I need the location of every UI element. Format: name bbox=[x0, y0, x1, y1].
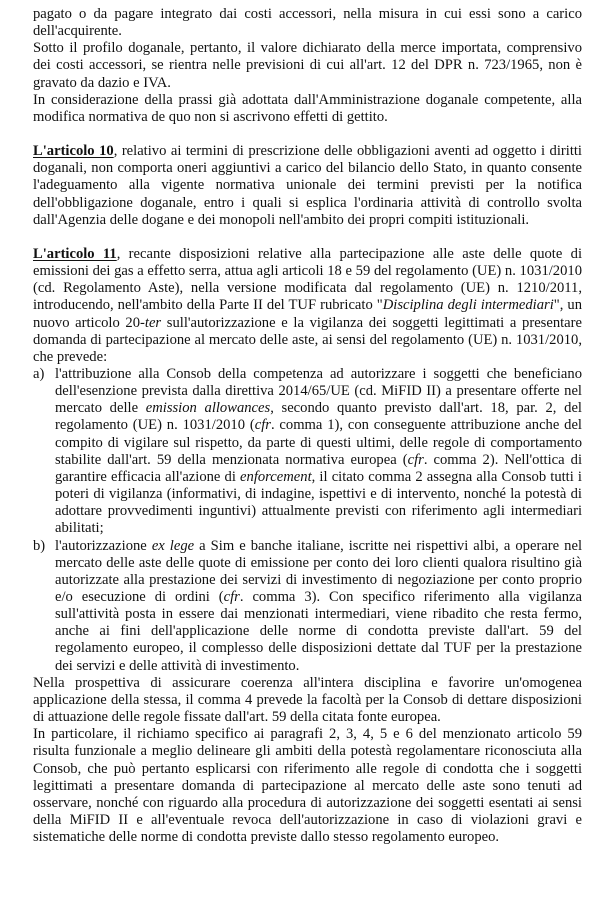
list-item-italic: enforcement bbox=[240, 468, 312, 485]
article-10-heading: L'articolo 10 bbox=[33, 143, 114, 160]
list-item-italic: emission allowances bbox=[145, 400, 271, 417]
list-item-text: l'autorizzazione bbox=[55, 537, 152, 554]
paragraph-gap bbox=[33, 126, 582, 143]
list-item-text: a Sim e banche italiane, iscritte nei rispettivi albi, a operare nel mercato delle aste delle quote di emissione per conto dei loro clienti qualora risultino già autorizzate alla prestazione dei servizi di investimento di negoziazione per conto proprio e/o esecuzione di ordini ( bbox=[55, 537, 582, 605]
paragraph-article-11 bbox=[33, 246, 582, 366]
paragraph-text: Sotto il profilo doganale, pertanto, il valore dichiarato della merce importata, comprensivo dei costi accessori, se rientra nelle previsioni di cui all'art. 12 del DPR n. 723/1965, non è gravato da dazio e IVA. bbox=[33, 40, 582, 91]
paragraph-text: In considerazione della prassi già adottata dall'Amministrazione doganale competente, alla modifica normativa de quo non si ascrivono effetti di gettito. bbox=[33, 91, 582, 125]
list-item-text: , secondo quanto previsto dall'art. 18, par. 2, del regolamento (UE) n. 1031/2010 ( bbox=[55, 400, 582, 434]
article-11-text: , recante disposizioni relative alla partecipazione alle aste delle quote di emissioni dei gas a effetto serra, attua agli articoli 18 e 59 del regolamento (UE) n. 1031/2010 (cd. Regolamento Aste), nella versione modificata dal regolamento (UE) n. 1210/2011, introducendo, nell'ambito della Parte II del TUF rubricato " bbox=[33, 245, 582, 314]
paragraph-gap bbox=[33, 229, 582, 246]
paragraph-intro-2 bbox=[33, 40, 582, 91]
paragraph-outro-2 bbox=[33, 726, 582, 846]
list-item-a bbox=[33, 366, 582, 538]
list-item-italic: ex lege bbox=[151, 537, 195, 554]
paragraph-intro-1 bbox=[33, 6, 582, 40]
paragraph-text: pagato o da pagare integrato dai costi accessori, nella misura in cui essi sono a carico dell'acquirente. bbox=[33, 6, 582, 40]
article-10-text: , relativo ai termini di prescrizione delle obbligazioni aventi ad oggetto i diritti doganali, non comporta oneri aggiuntivi a carico del bilancio dello Stato, in quanto consente l'adeguamento alla vigente normativa unionale dei termini previsti per la notifica dell'obbligazione doganale, entro i quali si esplica l'ordinaria attività di controllo svolta dall'Agenzia delle dogane e dei monopoli nell'ambito dei propri compiti istituzionali. bbox=[33, 143, 582, 228]
article-11-italic: ter bbox=[144, 314, 162, 331]
paragraph-article-10 bbox=[33, 143, 582, 229]
list-item-b bbox=[33, 538, 582, 675]
paragraph-text: In particolare, il richiamo specifico ai paragrafi 2, 3, 4, 5 e 6 del menzionato articolo 59 risulta funzionale a meglio delineare gli ambiti della potestà regolamentare riconosciuta alla Consob, che può pertanto esplicarsi con riferimento alle regole di condotta che i soggetti legittimati a presentare domanda di partecipazione al mercato delle aste sono tenuti ad osservare, nonché con riguardo alla procedura di autorizzazione dei soggetti esentati ai sensi della MiFID II e all'eventuale revoca dell'autorizzazione in caso di violazioni gravi e sistematiche delle norme di condotta previste dallo stesso regolamento europeo. bbox=[33, 726, 582, 846]
list-item-italic: cfr bbox=[407, 451, 424, 468]
paragraph-text: Nella prospettiva di assicurare coerenza all'intera disciplina e favorire un'omogenea applicazione della stessa, il comma 4 prevede la facoltà per la Consob di dettare disposizioni di attuazione delle regole fissate dall'art. 59 della citata fonte europea. bbox=[33, 674, 582, 726]
article-11-text: ", un nuovo articolo 20- bbox=[33, 297, 582, 331]
article-11-text: sull'autorizzazione e la vigilanza dei soggetti legittimati a presentare domanda di partecipazione al mercato delle aste, ai sensi del regolamento (UE) n. 1031/2010, che prevede: bbox=[33, 314, 582, 365]
list-item-text: l'attribuzione alla Consob della competenza ad autorizzare i soggetti che beneficiano dell'esenzione prevista dalla direttiva 2014/65/UE (cd. MiFID II) a presentare offerte nel mercato delle bbox=[55, 365, 582, 417]
paragraph-outro-1 bbox=[33, 675, 582, 726]
list-marker: b) bbox=[33, 537, 46, 554]
article-11-heading: L'articolo 11 bbox=[33, 245, 117, 262]
list-item-text: . comma 2). Nell'ottica di garantire efficacia all'azione di bbox=[55, 451, 582, 485]
list-marker: a) bbox=[33, 365, 45, 382]
list-item-italic: cfr bbox=[254, 417, 271, 434]
list-item-italic: cfr bbox=[223, 589, 240, 605]
list-item-text: . comma 1), con conseguente attribuzione anche del compito di vigilare sul rispetto, da parte di questi ultimi, delle regole di comportamento stabilite dall'art. 59 della menzionata normativa europea ( bbox=[55, 417, 582, 468]
article-11-italic: Disciplina degli intermediari bbox=[382, 297, 554, 314]
list-item-text: . comma 3). Con specifico riferimento alla vigilanza sull'attività posta in essere dai menzionati intermediari, viene ribadito che resta fermo, anche ai fini dell'applicazione delle norme di condotta previste dall'art. 59 del regolamento europeo, il complesso delle disposizioni dettate dal TUF per la prestazione dei servizi e delle attività di investimento. bbox=[55, 589, 582, 674]
list-item-text: , il citato comma 2 assegna alla Consob tutti i poteri di vigilanza (informativi, di indagine, ispettivi e di intervento, nonché la potestà di adottare provvedimenti inguntivi) attualmente previsti con riferimento agli intermediari abilitati; bbox=[55, 468, 582, 537]
paragraph-intro-3 bbox=[33, 92, 582, 126]
